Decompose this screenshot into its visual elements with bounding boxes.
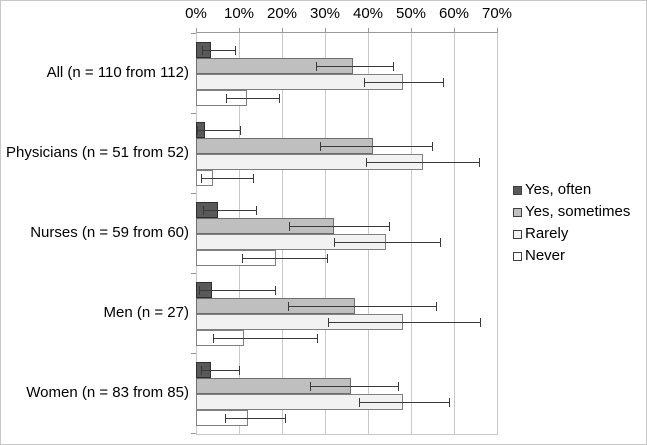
error-bar-line (289, 226, 389, 227)
error-bar-cap-low (364, 78, 365, 87)
error-bar-cap-high (235, 46, 236, 55)
x-tick-label: 50% (395, 5, 427, 22)
error-bar-line (310, 386, 397, 387)
error-bar-line (225, 418, 286, 419)
legend-label: Never (525, 247, 566, 264)
error-bar-cap-low (226, 94, 227, 103)
error-bar-line (199, 290, 275, 291)
legend-item-yes-often (513, 179, 630, 201)
category-label: Men (n = 27) (103, 304, 189, 321)
error-bar-line (334, 242, 439, 243)
error-bar-cap-high (256, 206, 257, 215)
y-axis-tick (191, 433, 196, 434)
error-bar-line (242, 258, 327, 259)
error-bar-line (201, 178, 253, 179)
baseline (196, 434, 498, 435)
error-bar-cap-high (479, 158, 480, 167)
y-axis-tick (191, 193, 196, 194)
legend-item-rarely (513, 223, 630, 245)
legend-label: Rarely (525, 225, 569, 242)
error-bar-cap-low (288, 302, 289, 311)
error-bar-line (202, 50, 235, 51)
y-axis-tick (191, 273, 196, 274)
error-bar-cap-high (279, 94, 280, 103)
category-label: All (n = 110 from 112) (46, 64, 189, 81)
legend-item-yes-sometimes (513, 201, 630, 223)
error-bar-line (328, 322, 480, 323)
error-bar-cap-high (398, 382, 399, 391)
error-bar-cap-low (203, 206, 204, 215)
error-bar-cap-high (480, 318, 481, 327)
error-bar-cap-high (443, 78, 444, 87)
error-bar-cap-high (449, 398, 450, 407)
x-tick-label: 0% (185, 5, 207, 22)
legend-swatch-icon (513, 230, 522, 239)
error-bar-line (359, 402, 449, 403)
gridline (497, 32, 498, 435)
error-bar-cap-low (197, 126, 198, 135)
error-bar-cap-low (316, 62, 317, 71)
error-bar-line (226, 98, 278, 99)
error-bar-cap-high (240, 126, 241, 135)
error-bar-cap-low (320, 142, 321, 151)
error-bar-cap-low (242, 254, 243, 263)
error-bar-cap-high (432, 142, 433, 151)
error-bar-cap-high (285, 414, 286, 423)
error-bar-cap-high (317, 334, 318, 343)
error-bar-cap-low (359, 398, 360, 407)
error-bar-cap-high (275, 286, 276, 295)
x-tick-label: 60% (438, 5, 470, 22)
error-bar-cap-low (334, 238, 335, 247)
error-bar-cap-low (199, 286, 200, 295)
legend-swatch-icon (513, 208, 522, 217)
error-bar-line (364, 82, 443, 83)
error-bar-line (316, 66, 392, 67)
legend-label: Yes, sometimes (525, 203, 631, 220)
legend-swatch-icon (513, 252, 522, 261)
legend-item-never (513, 245, 630, 267)
y-axis-tick (191, 353, 196, 354)
x-tick-label: 70% (481, 5, 513, 22)
error-bar-line (197, 130, 240, 131)
x-tick-label: 40% (352, 5, 384, 22)
error-bar-cap-high (253, 174, 254, 183)
error-bar-line (320, 146, 432, 147)
gridline (411, 32, 412, 435)
error-bar-cap-high (389, 222, 390, 231)
error-bar-line (366, 162, 480, 163)
x-tick-label: 30% (309, 5, 341, 22)
error-bar-cap-low (310, 382, 311, 391)
gridline (454, 32, 455, 435)
error-bar-line (201, 370, 239, 371)
legend-swatch-icon (513, 186, 522, 195)
x-tick-label: 20% (266, 5, 298, 22)
category-label: Physicians (n = 51 from 52) (6, 144, 189, 161)
y-axis-tick (191, 113, 196, 114)
error-bar-cap-high (393, 62, 394, 71)
error-bar-cap-low (201, 366, 202, 375)
error-bar-line (213, 338, 317, 339)
error-bar-cap-low (225, 414, 226, 423)
error-bar-cap-high (239, 366, 240, 375)
error-bar-cap-low (328, 318, 329, 327)
error-bar-cap-high (436, 302, 437, 311)
error-bar-cap-low (202, 46, 203, 55)
x-axis-line (196, 32, 498, 33)
legend-label: Yes, often (525, 181, 592, 198)
category-label: Nurses (n = 59 from 60) (30, 224, 189, 241)
legend (513, 179, 630, 267)
error-bar-cap-low (201, 174, 202, 183)
category-label: Women (n = 83 from 85) (26, 384, 189, 401)
error-bar-cap-low (213, 334, 214, 343)
y-axis-tick (191, 33, 196, 34)
error-bar-cap-low (366, 158, 367, 167)
error-bar-cap-low (289, 222, 290, 231)
error-bar-cap-high (440, 238, 441, 247)
x-tick-label: 10% (223, 5, 255, 22)
error-bar-line (288, 306, 435, 307)
error-bar-line (203, 210, 255, 211)
error-bar-cap-high (327, 254, 328, 263)
